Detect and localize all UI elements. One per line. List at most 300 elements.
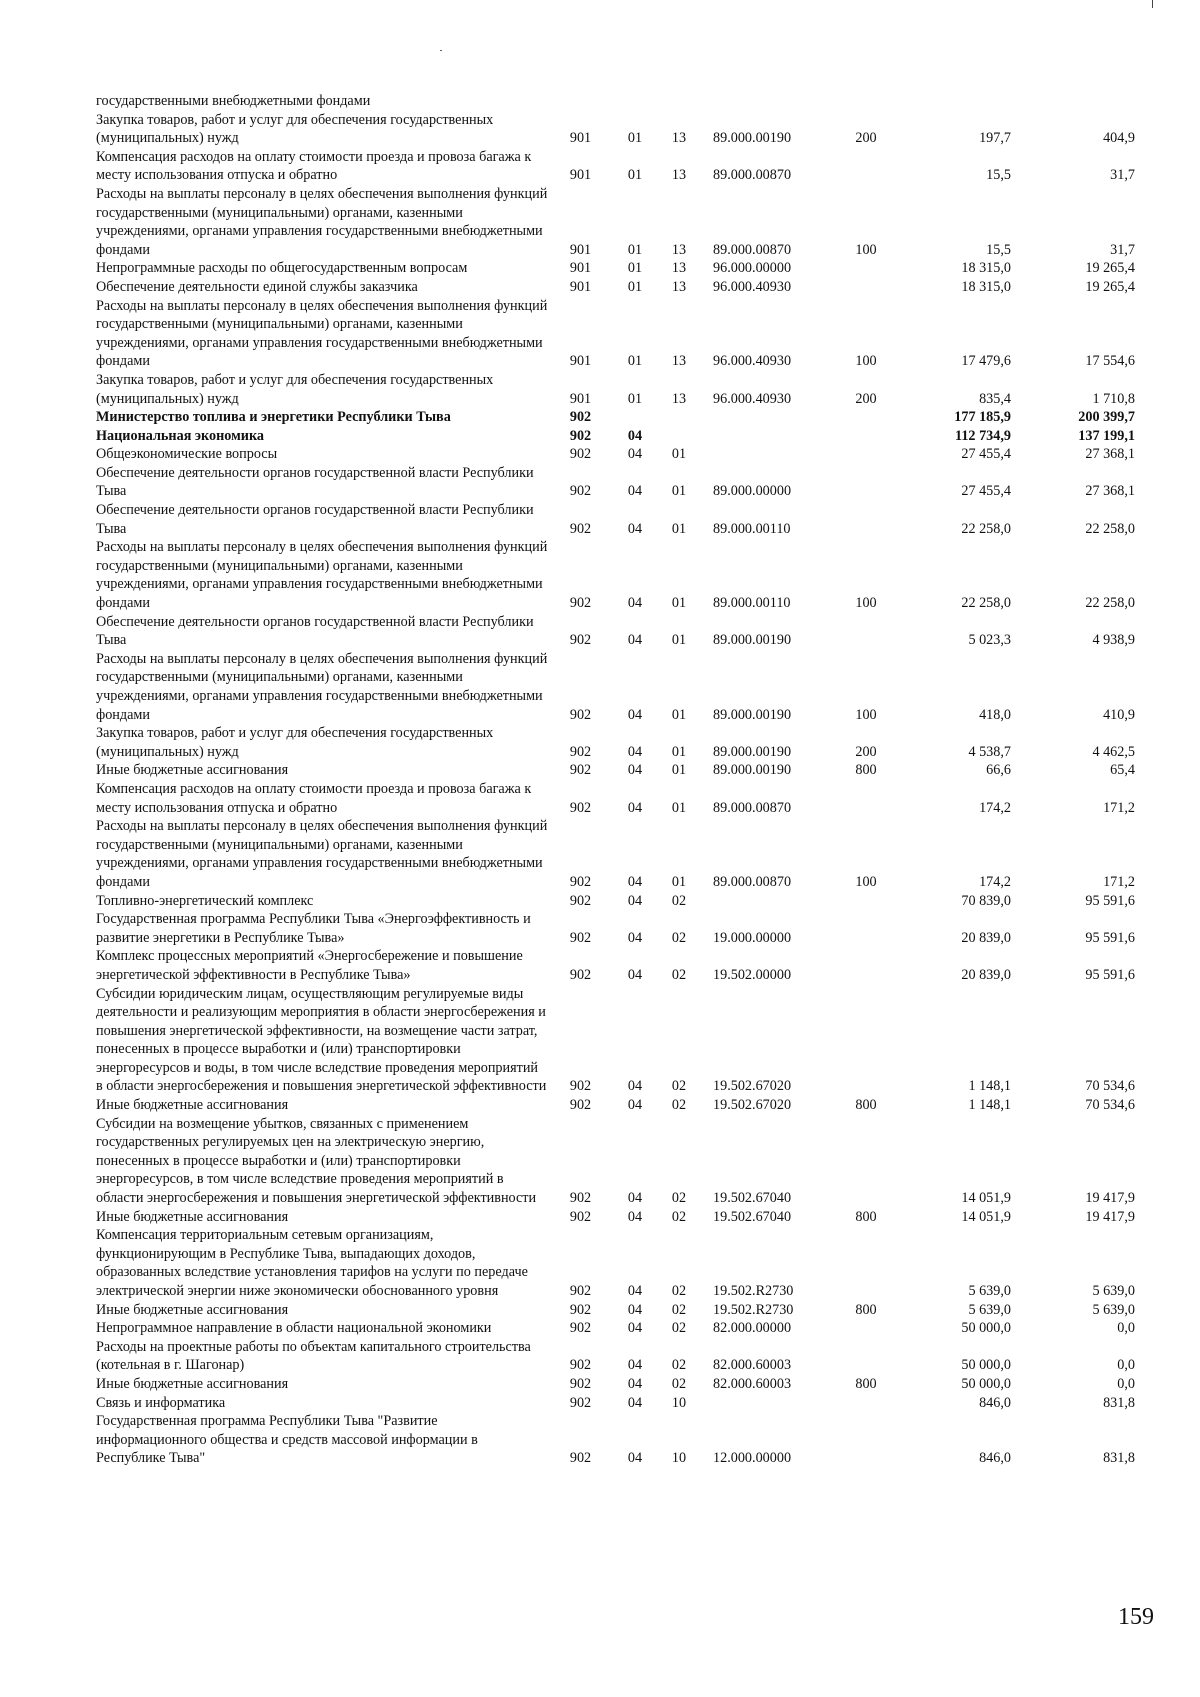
- row-code-rz: 01: [627, 353, 643, 370]
- row-name: Обеспечение деятельности единой службы заказчика: [96, 278, 418, 295]
- row-code-csr: [701, 892, 847, 911]
- row-code-pr: 02: [671, 1375, 687, 1392]
- row-amount-year2: 19 265,4: [1085, 278, 1135, 295]
- table-row: [96, 464, 1135, 501]
- row-code-csr: 89.000.00190: [713, 743, 792, 760]
- row-code-pr: 01: [671, 483, 687, 500]
- row-code-vd: 902: [569, 706, 592, 723]
- row-code-vd: 902: [569, 446, 592, 463]
- row-code-rz: 04: [627, 1190, 643, 1207]
- row-code-pr: 02: [671, 1097, 687, 1114]
- row-code-pr: 01: [671, 706, 687, 723]
- row-code-vr: [847, 408, 885, 427]
- row-code-rz: 04: [627, 427, 643, 444]
- row-code-vd: 901: [569, 353, 592, 370]
- row-code-pr: 13: [671, 353, 687, 370]
- row-code-rz: 04: [627, 1301, 643, 1318]
- row-amount-year1: 14 051,9: [961, 1190, 1011, 1207]
- row-code-vd: 902: [569, 409, 592, 426]
- table-body: [96, 92, 1135, 1468]
- row-code-vr: 100: [855, 595, 877, 612]
- table-row: [96, 278, 1135, 297]
- row-name: Государственная программа Республики Тыва «Энергоэффективность и развитие энергетики в Республике Тыва»: [96, 911, 531, 946]
- row-code-vr: [847, 613, 885, 650]
- table-row: [96, 297, 1135, 371]
- table-row: [96, 724, 1135, 761]
- row-code-pr: 13: [671, 260, 687, 277]
- row-code-pr: [657, 92, 701, 111]
- row-code-pr: 13: [671, 390, 687, 407]
- row-code-vd: 902: [569, 595, 592, 612]
- row-name: Общеэкономические вопросы: [96, 446, 278, 463]
- row-code-pr: 13: [671, 278, 687, 295]
- table-row: [96, 947, 1135, 984]
- row-amount-year1: 27 455,4: [961, 483, 1011, 500]
- row-name: Иные бюджетные ассигнования: [96, 1301, 289, 1318]
- table-row: [96, 259, 1135, 278]
- row-code-csr: 89.000.00190: [713, 130, 792, 147]
- row-code-vr: [847, 1394, 885, 1413]
- row-amount-year2: 4 938,9: [1092, 632, 1135, 649]
- row-code-csr: 89.000.00190: [713, 706, 792, 723]
- row-code-vr: [847, 910, 885, 947]
- row-name: Компенсация расходов на оплату стоимости проезда и провоза багажа к месту использования отпуска и обратно: [96, 780, 532, 816]
- row-code-rz: 01: [627, 167, 643, 184]
- row-code-vr: [847, 985, 885, 1097]
- row-code-csr: 89.000.00110: [713, 595, 791, 612]
- row-amount-year2: 171,2: [1103, 873, 1135, 890]
- row-amount-year2: 95 591,6: [1085, 966, 1135, 983]
- row-code-vd: 901: [569, 390, 592, 407]
- row-name: Национальная экономика: [96, 427, 265, 444]
- row-code-pr: 13: [671, 241, 687, 258]
- row-code-rz: 04: [627, 1320, 643, 1337]
- row-amount-year1: 1 148,1: [968, 1078, 1011, 1095]
- table-row: [96, 1375, 1135, 1394]
- row-name: государственными внебюджетными фондами: [96, 93, 371, 109]
- table-row: [96, 817, 1135, 891]
- row-amount-year1: 197,7: [979, 130, 1011, 147]
- row-code-pr: 13: [671, 130, 687, 147]
- row-code-vd: 902: [569, 892, 592, 909]
- table-row: [96, 1394, 1135, 1413]
- row-code-csr: 89.000.00870: [713, 799, 792, 816]
- row-name: Связь и информатика: [96, 1394, 226, 1411]
- row-code-vd: 902: [569, 966, 592, 983]
- row-amount-year1: 50 000,0: [961, 1375, 1011, 1392]
- row-code-csr: 19.502.67020: [713, 1078, 792, 1095]
- row-code-rz: 04: [627, 1394, 643, 1411]
- row-name: Иные бюджетные ассигнования: [96, 1208, 289, 1225]
- row-code-vr: 100: [855, 353, 877, 370]
- row-amount-year2: 19 417,9: [1085, 1208, 1135, 1225]
- row-amount-year1: 174,2: [979, 799, 1011, 816]
- row-code-csr: 19.000.00000: [713, 929, 792, 946]
- row-code-vr: [847, 464, 885, 501]
- table-row: [96, 910, 1135, 947]
- row-code-rz: 04: [627, 873, 643, 890]
- row-code-pr: 02: [671, 1301, 687, 1318]
- row-amount-year2: 410,9: [1103, 706, 1135, 723]
- row-code-vd: 902: [569, 1394, 592, 1411]
- table-row: [96, 613, 1135, 650]
- row-amount-year1: 14 051,9: [961, 1208, 1011, 1225]
- row-amount-year2: [1011, 92, 1135, 111]
- row-name: Иные бюджетные ассигнования: [96, 1097, 289, 1114]
- row-amount-year1: 15,5: [986, 241, 1011, 258]
- table-row: [96, 892, 1135, 911]
- row-code-vd: [548, 92, 613, 111]
- row-amount-year2: 95 591,6: [1085, 892, 1135, 909]
- table-row: [96, 1208, 1135, 1227]
- row-amount-year2: 31,7: [1110, 241, 1135, 258]
- row-code-vd: 902: [569, 427, 592, 444]
- row-amount-year2: 27 368,1: [1085, 483, 1135, 500]
- row-name: Государственная программа Республики Тыва "Развитие информационного общества и средств массовой информации в Республике Тыва": [96, 1413, 478, 1467]
- row-code-rz: 04: [627, 1375, 643, 1392]
- row-code-pr: 01: [671, 595, 687, 612]
- row-code-vd: 902: [569, 873, 592, 890]
- row-amount-year2: 404,9: [1103, 130, 1135, 147]
- row-code-vr: [847, 278, 885, 297]
- row-code-vr: 100: [855, 241, 877, 258]
- row-code-rz: 04: [627, 1097, 643, 1114]
- row-amount-year1: 835,4: [979, 390, 1011, 407]
- row-code-rz: 04: [627, 1283, 643, 1299]
- row-code-csr: 19.502.00000: [713, 966, 792, 983]
- table-row: [96, 445, 1135, 464]
- row-code-csr: 82.000.60003: [713, 1357, 792, 1374]
- row-code-csr: 96.000.40930: [713, 278, 792, 295]
- table-row: [96, 1226, 1135, 1300]
- row-code-rz: 01: [627, 130, 643, 147]
- row-code-rz: 04: [627, 520, 643, 537]
- row-amount-year1: 70 839,0: [961, 892, 1011, 909]
- row-amount-year2: 65,4: [1110, 762, 1135, 779]
- row-code-vd: 902: [569, 1283, 592, 1299]
- row-code-rz: 04: [627, 483, 643, 500]
- row-code-csr: 19.502.67040: [713, 1190, 792, 1207]
- row-code-rz: 04: [627, 929, 643, 946]
- row-code-vr: [847, 445, 885, 464]
- row-code-rz: 04: [627, 892, 643, 909]
- row-amount-year1: 50 000,0: [961, 1357, 1011, 1374]
- row-code-vr: 100: [855, 706, 877, 723]
- row-code-vr: [847, 1412, 885, 1468]
- row-code-csr: 19.502.67040: [713, 1208, 792, 1225]
- row-amount-year2: 171,2: [1103, 799, 1135, 816]
- row-code-vd: 901: [569, 167, 592, 184]
- row-code-pr: 13: [671, 167, 687, 184]
- row-code-pr: 01: [671, 520, 687, 537]
- row-code-rz: 04: [627, 1208, 643, 1225]
- row-code-pr: 02: [671, 1208, 687, 1225]
- row-code-vd: 902: [569, 1375, 592, 1392]
- row-code-csr: 89.000.00870: [713, 873, 792, 890]
- row-code-vd: 902: [569, 483, 592, 500]
- row-code-csr: 89.000.00000: [713, 483, 792, 500]
- row-code-rz: 04: [627, 966, 643, 983]
- row-code-vr: 800: [855, 762, 877, 779]
- row-name: Иные бюджетные ассигнования: [96, 762, 289, 779]
- row-amount-year1: 177 185,9: [954, 409, 1011, 426]
- row-code-csr: [701, 408, 847, 427]
- row-code-pr: [657, 408, 701, 427]
- row-code-csr: 19.502.R2730: [713, 1283, 794, 1299]
- row-code-vd: 902: [569, 1097, 592, 1114]
- row-name: Обеспечение деятельности органов государственной власти Республики Тыва: [96, 613, 534, 649]
- row-code-pr: [657, 427, 701, 446]
- row-code-vd: 902: [569, 799, 592, 816]
- table-row: [96, 501, 1135, 538]
- row-code-vr: 200: [855, 743, 877, 760]
- row-name: Комплекс процессных мероприятий «Энергосбережение и повышение энергетической эффективности в Республике Тыва»: [96, 948, 523, 983]
- row-amount-year2: 22 258,0: [1085, 595, 1135, 612]
- row-code-pr: 02: [671, 1283, 687, 1299]
- row-code-csr: 89.000.00190: [713, 632, 792, 649]
- row-amount-year1: 4 538,7: [968, 743, 1011, 760]
- row-amount-year1: 418,0: [979, 706, 1011, 723]
- row-code-csr: 89.000.00190: [713, 762, 792, 779]
- row-code-vr: [847, 1319, 885, 1338]
- row-code-vr: [847, 892, 885, 911]
- row-code-pr: 01: [671, 743, 687, 760]
- row-code-rz: 01: [627, 241, 643, 258]
- row-amount-year1: 5 023,3: [968, 632, 1011, 649]
- row-code-vr: [847, 947, 885, 984]
- row-amount-year2: 831,8: [1103, 1394, 1135, 1411]
- row-code-pr: 01: [671, 873, 687, 890]
- row-amount-year1: 15,5: [986, 167, 1011, 184]
- row-code-vr: 800: [855, 1097, 877, 1114]
- row-amount-year2: 19 265,4: [1085, 260, 1135, 277]
- row-name: Расходы на выплаты персоналу в целях обеспечения выполнения функций государственными (муниципальными) органами, казенными учреждениями, органами управления государственными внебюджетными фондами: [96, 185, 548, 258]
- row-name: Субсидии на возмещение убытков, связанных с применением государственных регулируемых цен на электрическую энергию, понесенных в процессе выработки и (или) транспортировки энергоресурсов, в том числе вследствие проведения мероприятий в области энергосбережения и повышения энергетической эффективности: [96, 1115, 537, 1207]
- row-name: Закупка товаров, работ и услуг для обеспечения государственных (муниципальных) нужд: [96, 725, 494, 760]
- row-code-pr: 01: [671, 799, 687, 816]
- row-code-rz: 04: [627, 632, 643, 649]
- row-code-csr: 19.502.R2730: [713, 1301, 794, 1318]
- row-amount-year1: 66,6: [986, 762, 1011, 779]
- row-name: Расходы на выплаты персоналу в целях обеспечения выполнения функций государственными (муниципальными) органами, казенными учреждениями, органами управления государственными внебюджетными фондами: [96, 818, 548, 890]
- row-amount-year2: 19 417,9: [1085, 1190, 1135, 1207]
- table-row: [96, 1096, 1135, 1115]
- row-code-vd: 902: [569, 929, 592, 946]
- row-code-vr: 200: [855, 130, 877, 147]
- row-amount-year1: 112 734,9: [955, 427, 1011, 444]
- row-code-rz: 01: [627, 260, 643, 277]
- row-code-vd: 902: [569, 1450, 592, 1467]
- row-amount-year1: 50 000,0: [961, 1320, 1011, 1337]
- row-code-csr: [701, 427, 847, 446]
- row-name: Иные бюджетные ассигнования: [96, 1375, 289, 1392]
- scan-speck: [440, 50, 442, 51]
- row-code-csr: 96.000.40930: [713, 390, 792, 407]
- row-name: Министерство топлива и энергетики Республики Тыва: [96, 409, 451, 426]
- row-code-pr: 02: [671, 929, 687, 946]
- row-amount-year2: 17 554,6: [1085, 353, 1135, 370]
- row-amount-year1: 5 639,0: [968, 1301, 1011, 1318]
- row-name: Компенсация расходов на оплату стоимости проезда и провоза багажа к месту использования отпуска и обратно: [96, 148, 532, 184]
- row-amount-year1: 846,0: [979, 1394, 1011, 1411]
- row-code-csr: 96.000.00000: [713, 260, 792, 277]
- row-amount-year1: 22 258,0: [961, 595, 1011, 612]
- row-amount-year1: 17 479,6: [961, 353, 1011, 370]
- row-amount-year1: 20 839,0: [961, 966, 1011, 983]
- row-code-vr: [847, 148, 885, 185]
- row-code-vr: 800: [855, 1301, 877, 1318]
- table-row: [96, 111, 1135, 148]
- row-code-vd: 902: [569, 743, 592, 760]
- row-amount-year2: 4 462,5: [1092, 743, 1135, 760]
- row-code-vr: [847, 92, 885, 111]
- row-code-pr: 10: [671, 1394, 687, 1411]
- row-code-pr: 01: [671, 446, 687, 463]
- row-code-vr: [847, 427, 885, 446]
- page-number: 159: [1118, 1604, 1154, 1630]
- row-code-csr: 89.000.00870: [713, 167, 792, 184]
- row-code-csr: 96.000.40930: [713, 353, 792, 370]
- row-amount-year2: 137 199,1: [1078, 427, 1135, 444]
- row-code-rz: [613, 408, 657, 427]
- row-code-pr: 10: [671, 1450, 687, 1467]
- row-code-csr: [701, 1394, 847, 1413]
- row-code-vd: 901: [569, 260, 592, 277]
- row-name: Обеспечение деятельности органов государственной власти Республики Тыва: [96, 464, 534, 500]
- row-code-rz: 04: [627, 799, 643, 816]
- row-amount-year1: 18 315,0: [961, 278, 1011, 295]
- row-code-rz: 04: [627, 762, 643, 779]
- row-amount-year1: 5 639,0: [968, 1283, 1011, 1299]
- row-name: Расходы на выплаты персоналу в целях обеспечения выполнения функций государственными (муниципальными) органами, казенными учреждениями, органами управления государственными внебюджетными фондами: [96, 297, 548, 370]
- row-code-rz: 04: [627, 1357, 643, 1374]
- table-row: [96, 92, 1135, 111]
- row-amount-year2: 831,8: [1103, 1450, 1135, 1467]
- row-amount-year1: 27 455,4: [961, 446, 1011, 463]
- row-name: Расходы на проектные работы по объектам капитального строительства (котельная в г. Шагонар): [96, 1338, 531, 1374]
- row-name: Закупка товаров, работ и услуг для обеспечения государственных (муниципальных) нужд: [96, 111, 494, 147]
- table-row: [96, 1338, 1135, 1375]
- row-amount-year2: 0,0: [1117, 1375, 1135, 1392]
- row-code-pr: 02: [671, 1078, 687, 1095]
- row-code-vr: [847, 1226, 885, 1300]
- row-name: Закупка товаров, работ и услуг для обеспечения государственных (муниципальных) нужд: [96, 371, 494, 407]
- table-row: [96, 985, 1135, 1097]
- scan-edge-mark: [1152, 0, 1153, 8]
- row-code-rz: 04: [627, 446, 643, 463]
- row-amount-year1: 20 839,0: [961, 929, 1011, 946]
- row-code-pr: 02: [671, 892, 687, 909]
- row-code-rz: 04: [627, 706, 643, 723]
- row-code-pr: 02: [671, 966, 687, 983]
- row-name: Топливно-энергетический комплекс: [96, 892, 314, 909]
- row-amount-year1: 18 315,0: [961, 260, 1011, 277]
- row-code-pr: 01: [671, 632, 687, 649]
- row-code-csr: 82.000.60003: [713, 1375, 792, 1392]
- row-code-vd: 902: [569, 520, 592, 537]
- row-code-csr: 19.502.67020: [713, 1097, 792, 1114]
- row-code-csr: 89.000.00110: [713, 520, 791, 537]
- row-code-vr: 100: [855, 873, 877, 890]
- row-code-pr: 02: [671, 1357, 687, 1374]
- row-code-vd: 902: [569, 1301, 592, 1318]
- row-code-rz: 04: [627, 595, 643, 612]
- row-name: Субсидии юридическим лицам, осуществляющим регулируемые виды деятельности и реализующим мероприятия в области энергосбережения и повышения энергетической эффективности, на возмещение части затрат, понесенных в процессе выработки и (или) транспортировки энергоресурсов и воды, в том числе вследствие проведения мероприятий в области энергосбережения и повышения энергетической эффективности: [96, 985, 547, 1095]
- row-code-rz: 04: [627, 743, 643, 760]
- table-row: [96, 148, 1135, 185]
- row-amount-year2: 0,0: [1117, 1357, 1135, 1374]
- row-code-vr: 200: [855, 390, 877, 407]
- row-code-vd: 902: [569, 1078, 592, 1095]
- table-row: [96, 1412, 1135, 1468]
- row-code-rz: 01: [627, 390, 643, 407]
- table-row: [96, 1301, 1135, 1320]
- row-name: Расходы на выплаты персоналу в целях обеспечения выполнения функций государственными (муниципальными) органами, казенными учреждениями, органами управления государственными внебюджетными фондами: [96, 650, 548, 723]
- row-code-vr: 800: [855, 1375, 877, 1392]
- row-code-vr: 800: [855, 1208, 877, 1225]
- row-code-csr: [701, 92, 847, 111]
- row-code-vr: [847, 259, 885, 278]
- row-code-vd: 901: [569, 278, 592, 295]
- row-amount-year2: 27 368,1: [1085, 446, 1135, 463]
- table-row: [96, 761, 1135, 780]
- row-code-vd: 901: [569, 241, 592, 258]
- row-code-vd: 901: [569, 130, 592, 147]
- row-name: Расходы на выплаты персоналу в целях обеспечения выполнения функций государственными (муниципальными) органами, казенными учреждениями, органами управления государственными внебюджетными фондами: [96, 539, 548, 612]
- row-code-vd: 902: [569, 632, 592, 649]
- row-amount-year1: 174,2: [979, 873, 1011, 890]
- table-row: [96, 408, 1135, 427]
- row-amount-year2: 22 258,0: [1085, 520, 1135, 537]
- table-row: [96, 371, 1135, 408]
- table-row: [96, 650, 1135, 724]
- row-code-rz: 04: [627, 1078, 643, 1095]
- row-code-vr: [847, 501, 885, 538]
- row-code-csr: [701, 445, 847, 464]
- table-row: [96, 427, 1135, 446]
- row-code-rz: 01: [627, 278, 643, 295]
- row-code-csr: 12.000.00000: [713, 1450, 792, 1467]
- table-row: [96, 538, 1135, 612]
- table-row: [96, 1319, 1135, 1338]
- row-code-csr: 82.000.00000: [713, 1320, 792, 1337]
- row-amount-year1: 22 258,0: [961, 520, 1011, 537]
- row-code-vd: 902: [569, 1320, 592, 1337]
- row-code-vd: 902: [569, 1190, 592, 1207]
- row-name: Непрограммное направление в области национальной экономики: [96, 1320, 492, 1337]
- row-amount-year1: 1 148,1: [968, 1097, 1011, 1114]
- budget-table: [96, 92, 1135, 1468]
- table-row: [96, 185, 1135, 259]
- row-code-vd: 902: [569, 762, 592, 779]
- row-code-vr: [847, 780, 885, 817]
- row-code-vr: [847, 1115, 885, 1208]
- row-amount-year1: [885, 92, 1011, 111]
- table-row: [96, 1115, 1135, 1208]
- table-row: [96, 780, 1135, 817]
- row-code-pr: 02: [671, 1190, 687, 1207]
- row-amount-year2: 1 710,8: [1092, 390, 1135, 407]
- row-amount-year2: 95 591,6: [1085, 929, 1135, 946]
- row-name: Непрограммные расходы по общегосударственным вопросам: [96, 260, 468, 277]
- row-amount-year2: 200 399,7: [1078, 409, 1135, 426]
- row-amount-year2: 31,7: [1110, 167, 1135, 184]
- row-name: Компенсация территориальным сетевым организациям, функционирующим в Республике Тыва, выпадающих доходов, образованных вследствие установления тарифов на услуги по передаче электрической энергии ниже экономически обоснованного уровня: [96, 1227, 528, 1299]
- row-amount-year2: 70 534,6: [1085, 1097, 1135, 1114]
- row-code-rz: [613, 92, 657, 111]
- row-code-pr: 02: [671, 1320, 687, 1337]
- row-code-rz: 04: [627, 1450, 643, 1467]
